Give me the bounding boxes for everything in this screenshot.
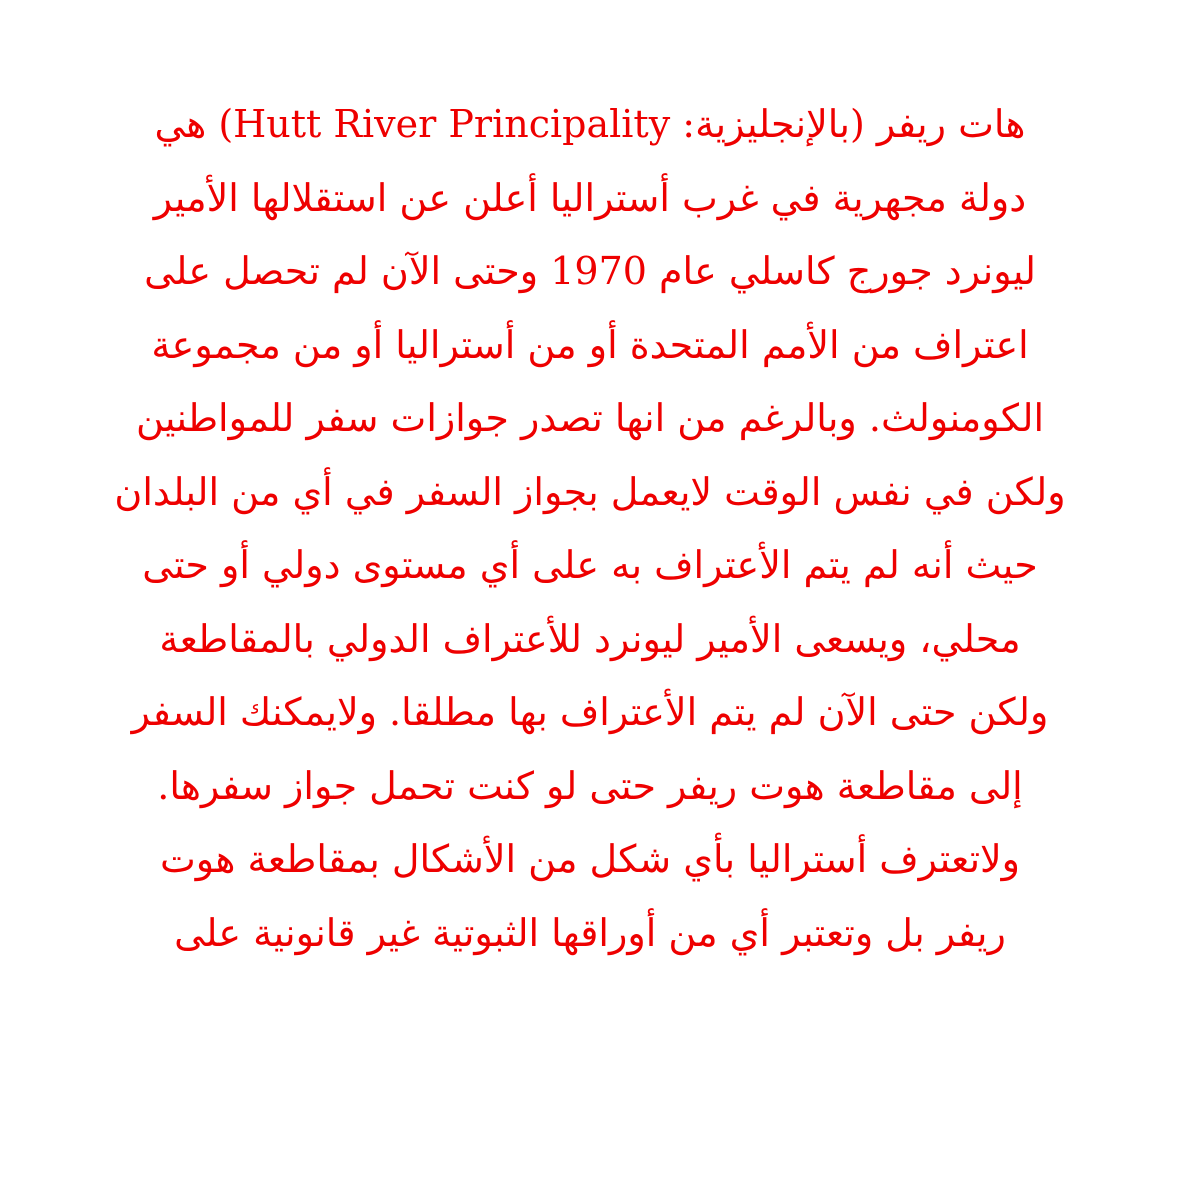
- text-line: ولكن حتى الآن لم يتم الأعتراف بها مطلقا. ولايمكنك السفر: [131, 690, 1049, 734]
- article-text: [90, 88, 1090, 970]
- text-line: ريفر بل وتعتبر أي من أوراقها الثبوتية غير قانونية على: [174, 910, 1006, 955]
- text-line: ولكن في نفس الوقت لايعمل بجواز السفر في أي من البلدان: [114, 469, 1066, 514]
- text-line: ولاتعترف أستراليا بأي شكل من الأشكال بمقاطعة هوت: [159, 837, 1021, 881]
- text-line: إلى مقاطعة هوت ريفر حتى لو كنت تحمل جواز سفرها.: [157, 763, 1023, 808]
- text-line: الكومنولث. وبالرغم من انها تصدر جوازات سفر للمواطنين: [135, 396, 1045, 440]
- text-line: ليونرد جورج كاسلي عام 1970 وحتى الآن لم تحصل على: [144, 249, 1036, 293]
- text-line: اعتراف من الأمم المتحدة أو من أستراليا أو من مجموعة: [151, 322, 1029, 367]
- text-line: هات ريفر (بالإنجليزية: Hutt River Principality) هي: [154, 102, 1026, 146]
- text-line: محلي، ويسعى الأمير ليونرد للأعتراف الدولي بالمقاطعة: [159, 616, 1021, 661]
- text-line: حيث أنه لم يتم الأعتراف به على أي مستوى دولي أو حتى: [142, 543, 1038, 587]
- text-line: دولة مجهرية في غرب أستراليا أعلن عن استقلالها الأمير: [153, 175, 1027, 220]
